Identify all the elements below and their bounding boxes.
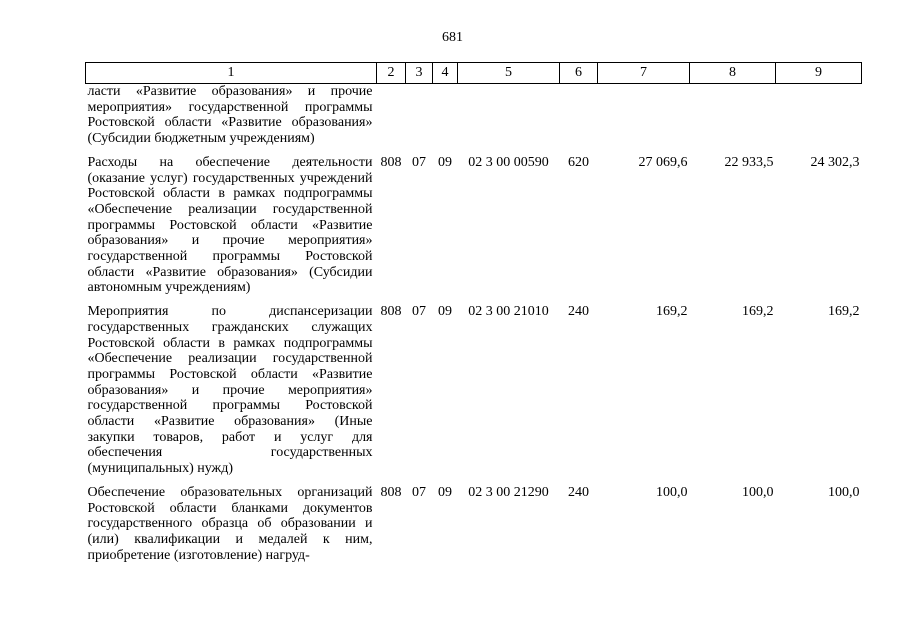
row-amount-2: 100,0 [742,484,774,500]
row-amount-1: 100,0 [656,484,688,500]
row-section-code: 07 [412,304,426,320]
row-subsection-code: 09 [438,304,452,320]
row-target-code [458,84,560,155]
table-header-row [86,63,862,84]
row-expense-type [560,84,598,155]
table-row [86,485,862,564]
row-ministry-code: 808 [380,154,402,170]
row-target-code: 02 3 00 21010 [468,304,549,320]
row-amount-1: 27 069,6 [638,154,688,170]
row-target-code: 02 3 00 00590 [468,154,549,170]
row-section-code [406,84,433,155]
row-name: Мероприятия по диспансеризации государственных гражданских служащих Ростовской области в рамках подпрограммы «Обеспечение реализации государственной программы Ростовской области «Развитие образования» и прочие мероприятия» государственной программы Ростовской области «Развитие образования» (Иные закупки товаров, работ и услуг для обеспечения государственных (муниципальных) нужд) [87,304,373,477]
row-section-code: 07 [412,154,426,170]
header-col-7: 7 [598,63,690,84]
header-col-9: 9 [776,63,862,84]
row-expense-type: 240 [568,484,589,500]
row-section-code: 07 [412,484,426,500]
row-subsection-code: 09 [438,154,452,170]
row-name: ласти «Развитие образования» и прочие мероприятия» государственной программы Ростовской области «Развитие образования» (Субсидии бюджетным учреждениям) [87,84,373,147]
row-amount-2 [690,84,776,155]
table-row [86,304,862,485]
row-expense-type: 620 [568,154,589,170]
row-amount-1: 169,2 [656,304,688,320]
header-col-5: 5 [458,63,560,84]
header-col-8: 8 [690,63,776,84]
row-amount-3 [776,84,862,155]
row-name: Расходы на обеспечение деятельности (оказание услуг) государственных учреждений Ростовской области в рамках подпрограммы «Обеспечение реализации государственной программы Ростовской области «Развитие образования» и прочие мероприятия» государственной программы Ростовской области «Развитие образования» (Субсидии автономным учреждениям) [87,154,373,296]
row-target-code: 02 3 00 21290 [468,484,549,500]
row-amount-3: 24 302,3 [810,154,860,170]
row-amount-2: 169,2 [742,304,774,320]
header-col-3: 3 [406,63,433,84]
header-col-2: 2 [377,63,406,84]
row-amount-2: 22 933,5 [724,154,774,170]
table-row [86,155,862,304]
row-name: Обеспечение образовательных организаций Ростовской области бланками документов государственного образца об образовании и (или) квалификации и медалей к ним, приобретение (изготовление) нагруд- [87,484,373,563]
row-ministry-code: 808 [380,484,402,500]
row-amount-3: 169,2 [828,304,860,320]
header-col-1: 1 [86,63,377,84]
page-number: 681 [442,30,463,45]
row-subsection-code: 09 [438,484,452,500]
row-amount-3: 100,0 [828,484,860,500]
header-col-6: 6 [560,63,598,84]
table-row [86,84,862,155]
row-subsection-code [433,84,458,155]
row-expense-type: 240 [568,304,589,320]
header-col-4: 4 [433,63,458,84]
row-ministry-code [377,84,406,155]
budget-table [85,62,862,563]
row-amount-1 [598,84,690,155]
row-ministry-code: 808 [380,304,402,320]
